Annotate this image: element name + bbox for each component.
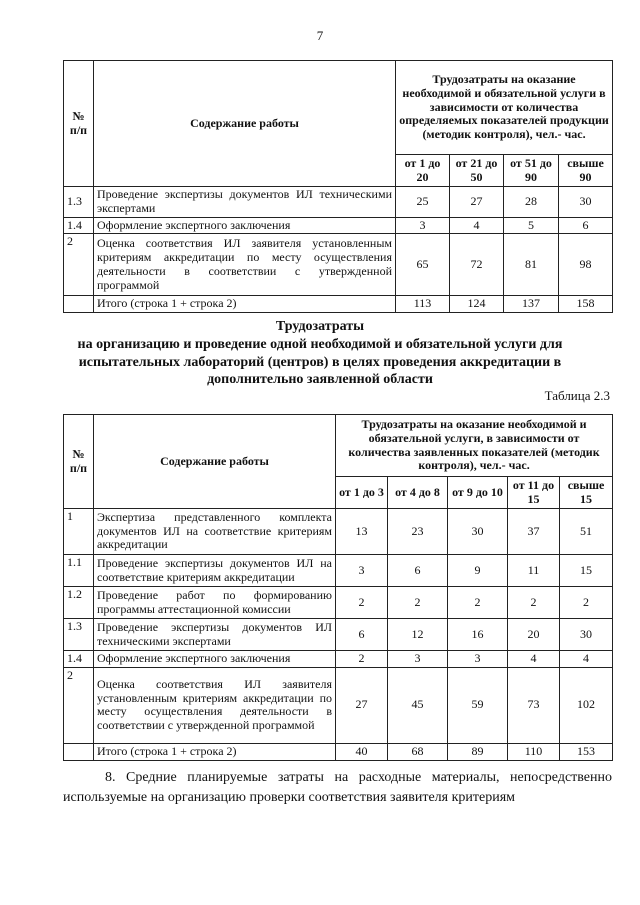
range-header: от 4 до 8 (388, 477, 448, 509)
page-number: 7 (316, 28, 324, 43)
row-value: 89 (448, 743, 508, 760)
range-header: от 51 до 90 (504, 155, 559, 187)
row-value: 11 (508, 555, 560, 587)
row-number (64, 743, 94, 760)
row-value: 153 (560, 743, 613, 760)
row-number: 1.4 (64, 651, 94, 668)
range-header: от 1 до 20 (396, 155, 450, 187)
table-row (64, 619, 613, 651)
row-value: 20 (508, 619, 560, 651)
table-row (64, 217, 613, 234)
row-content: Проведение экспертизы документов ИЛ техническими экспертами (94, 187, 396, 218)
column-header-number: № п/п (64, 415, 94, 509)
row-value: 72 (450, 234, 504, 296)
row-value: 37 (508, 509, 560, 555)
table-row (64, 587, 613, 619)
row-content: Оформление экспертного заключения (94, 217, 396, 234)
row-value: 110 (508, 743, 560, 760)
body-paragraph: 8. Средние планируемые затраты на расходные материалы, непосредственно используемые на организацию проверки соответствия заявителя критериям (63, 770, 612, 806)
row-content: Оформление экспертного заключения (94, 651, 336, 668)
row-value: 124 (450, 296, 504, 313)
range-header: от 1 до 3 (336, 477, 388, 509)
row-value: 27 (336, 667, 388, 743)
column-header-content: Содержание работы (94, 61, 396, 187)
table-row (64, 651, 613, 668)
row-number: 1.4 (64, 217, 94, 234)
row-value: 30 (560, 619, 613, 651)
row-value: 25 (396, 187, 450, 218)
row-number: 1.1 (64, 555, 94, 587)
row-content: Проведение экспертизы документов ИЛ техническими экспертами (94, 619, 336, 651)
row-content: Экспертиза представленного комплекта документов ИЛ на соответствие критериям аккредитации (94, 509, 336, 555)
row-value: 2 (388, 587, 448, 619)
row-value: 16 (448, 619, 508, 651)
row-value: 51 (560, 509, 613, 555)
row-value: 73 (508, 667, 560, 743)
row-value: 9 (448, 555, 508, 587)
row-value: 158 (559, 296, 613, 313)
row-value: 98 (559, 234, 613, 296)
row-value: 2 (508, 587, 560, 619)
row-value: 45 (388, 667, 448, 743)
row-value: 12 (388, 619, 448, 651)
row-number: 1.3 (64, 619, 94, 651)
section-title: Трудозатраты (275, 319, 365, 334)
row-value: 137 (504, 296, 559, 313)
row-value: 59 (448, 667, 508, 743)
row-value: 40 (336, 743, 388, 760)
row-number: 1 (64, 509, 94, 555)
row-value: 81 (504, 234, 559, 296)
labor-table-2-3 (63, 414, 613, 761)
row-value: 27 (450, 187, 504, 218)
row-value: 6 (336, 619, 388, 651)
row-content: Оценка соответствия ИЛ заявителя установленным критериям аккредитации по месту осуществления деятельности в соответствии с утвержденной программой (94, 234, 396, 296)
row-value: 23 (388, 509, 448, 555)
row-value: 113 (396, 296, 450, 313)
row-value: 3 (388, 651, 448, 668)
column-header-content: Содержание работы (94, 415, 336, 509)
row-value: 68 (388, 743, 448, 760)
row-value: 4 (450, 217, 504, 234)
table-row (64, 509, 613, 555)
table-row-total (64, 743, 613, 760)
row-number: 2 (64, 234, 94, 296)
range-header: от 11 до 15 (508, 477, 560, 509)
row-value: 2 (448, 587, 508, 619)
row-value: 4 (508, 651, 560, 668)
row-number: 1.3 (64, 187, 94, 218)
table-label: Таблица 2.3 (544, 388, 610, 403)
row-number: 2 (64, 667, 94, 743)
row-value: 3 (336, 555, 388, 587)
row-value: 2 (336, 651, 388, 668)
row-content: Проведение работ по формированию программы аттестационной комиссии (94, 587, 336, 619)
row-value: 30 (448, 509, 508, 555)
range-header: от 9 до 10 (448, 477, 508, 509)
row-value: 4 (560, 651, 613, 668)
table-row (64, 667, 613, 743)
row-content: Оценка соответствия ИЛ заявителя установленным критериям аккредитации по месту осуществления деятельности в соответствии с утвержденной программой (94, 667, 336, 743)
range-header: свыше 15 (560, 477, 613, 509)
row-value: 2 (336, 587, 388, 619)
table-row (64, 187, 613, 218)
row-value: 2 (560, 587, 613, 619)
row-value: 3 (448, 651, 508, 668)
row-value: 3 (396, 217, 450, 234)
column-header-labor: Трудозатраты на оказание необходимой и обязательной услуги, в зависимости от количества заявленных показателей (методик контроля), чел.- час. (336, 415, 613, 477)
table-row (64, 234, 613, 296)
table-row-total (64, 296, 613, 313)
column-header-labor: Трудозатраты на оказание необходимой и обязательной услуги в зависимости от количества определяемых показателей продукции (методик контроля), чел.- час. (396, 61, 613, 155)
section-subtitle: на организацию и проведение одной необходимой и обязательной услуги для испытательных лабораторий (центров) в целях проведения аккредитации в дополнительно заявленной области (77, 337, 563, 387)
column-header-number: № п/п (64, 61, 94, 187)
row-value: 28 (504, 187, 559, 218)
row-content: Проведение экспертизы документов ИЛ на соответствие критериям аккредитации (94, 555, 336, 587)
range-header: свыше 90 (559, 155, 613, 187)
row-number: 1.2 (64, 587, 94, 619)
labor-table-continuation (63, 60, 613, 313)
row-value: 13 (336, 509, 388, 555)
row-value: 65 (396, 234, 450, 296)
row-value: 5 (504, 217, 559, 234)
row-value: 30 (559, 187, 613, 218)
row-value: 15 (560, 555, 613, 587)
row-value: 6 (559, 217, 613, 234)
row-number (64, 296, 94, 313)
row-content: Итого (строка 1 + строка 2) (94, 743, 336, 760)
row-value: 102 (560, 667, 613, 743)
range-header: от 21 до 50 (450, 155, 504, 187)
row-value: 6 (388, 555, 448, 587)
table-row (64, 555, 613, 587)
row-content: Итого (строка 1 + строка 2) (94, 296, 396, 313)
